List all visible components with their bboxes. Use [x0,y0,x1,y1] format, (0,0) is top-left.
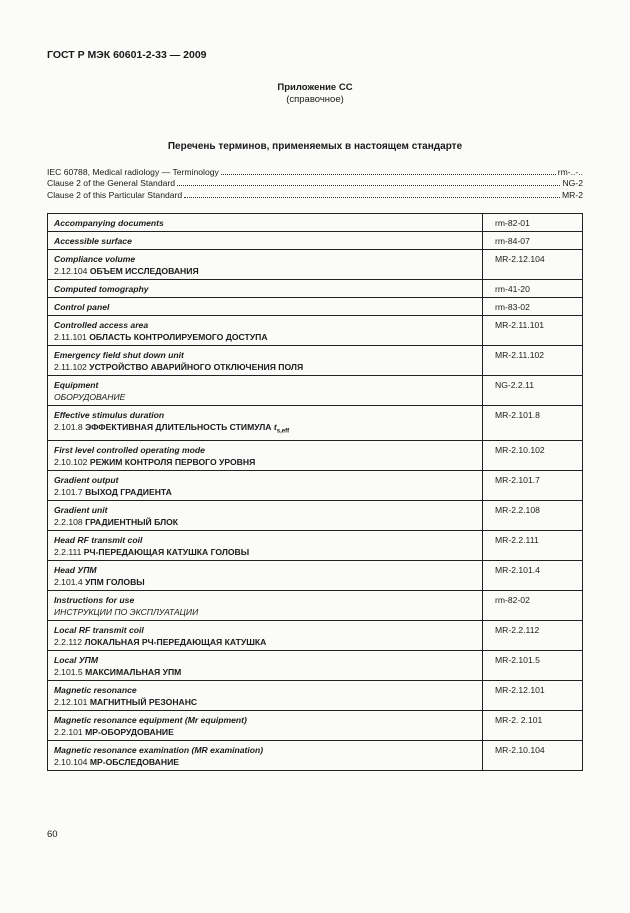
term-reference: MR-2.11.101 [483,316,583,346]
term-russian: УПМ ГОЛОВЫ [85,576,145,587]
term-english: Local УПМ [54,654,98,665]
term-russian: МАКСИМАЛЬНАЯ УПМ [85,666,182,677]
term-reference: MR-2.101.8 [483,406,583,441]
term-russian-line [54,265,477,277]
term-russian-line [54,331,477,343]
clause-number: 2.10.104 [54,756,88,767]
term-russian: ГРАДИЕНТНЫЙ БЛОК [85,516,179,527]
term-reference: MR-2.101.5 [483,650,583,680]
term-row [48,740,583,770]
term-cell [48,232,483,250]
clause-number: 2.12.104 [54,266,88,276]
term-row [48,680,583,710]
annex-title: Приложение СС [277,82,353,93]
term-cell [48,620,483,650]
term-cell [48,406,483,441]
term-reference: MR-2.2.111 [483,530,583,560]
term-english: Magnetic resonance [54,684,137,695]
term-reference: MR-2.11.102 [483,346,583,376]
term-row [48,376,583,406]
reference-code: MR-2 [561,189,583,200]
term-russian: ЛОКАЛЬНАЯ РЧ-ПЕРЕДАЮЩАЯ КАТУШКА [84,636,267,647]
terms-table [47,213,583,771]
clause-number: 2.11.101 [54,332,87,342]
term-english: Emergency field shut down unit [54,350,184,360]
term-row [48,440,583,470]
clause-number: 2.2.112 [54,636,83,647]
symbol-subscript: s,eff [276,428,290,435]
term-english: Computed tomography [54,284,149,294]
document-header: ГОСТ Р МЭК 60601-2-33 — 2009 [47,49,207,61]
leader-dots [184,197,560,198]
term-row [48,710,583,740]
leader-dots [177,185,560,186]
document-title: Перечень терминов, применяемых в настоящем стандарте [167,141,463,152]
term-cell [48,316,483,346]
clause-number: 2.2.111 [54,546,82,557]
term-cell [48,650,483,680]
term-english: Local RF transmit coil [54,624,144,635]
term-reference: MR-2. 2.101 [483,710,583,740]
term-cell [48,214,483,232]
term-english: Magnetic resonance examination (MR examination) [54,744,264,755]
term-cell [48,590,483,620]
reference-code: rm-..-.. [557,167,583,177]
term-russian: РЕЖИМ КОНТРОЛЯ ПЕРВОГО УРОВНЯ [89,456,256,467]
term-english: Compliance volume [54,254,136,264]
clause-number: 2.2.108 [54,516,83,527]
term-english: Magnetic resonance equipment (Mr equipment) [54,714,247,725]
term-row [48,530,583,560]
term-reference: NG-2.2.11 [483,376,583,406]
term-row [48,214,583,232]
term-reference: rm-83-02 [483,298,583,316]
term-row [48,298,583,316]
term-english: Gradient output [54,474,119,485]
term-russian: МР-ОБСЛЕДОВАНИЕ [89,756,180,767]
term-cell [48,346,483,376]
page-number: 60 [47,829,58,840]
term-russian: ОБОРУДОВАНИЕ [54,392,126,402]
term-row [48,316,583,346]
term-row [48,406,583,441]
term-cell [48,560,483,590]
term-reference: MR-2.101.7 [483,470,583,500]
term-english: Effective stimulus duration [54,410,165,420]
term-russian-line [54,726,477,738]
term-russian: МАГНИТНЫЙ РЕЗОНАНС [89,696,198,707]
term-english: Head RF transmit coil [54,534,143,545]
term-reference: rm-82-01 [483,214,583,232]
term-english: Accessible surface [54,236,132,246]
term-reference: MR-2.101.4 [483,560,583,590]
term-russian-line [54,666,477,678]
term-reference: MR-2.2.112 [483,620,583,650]
term-russian: ИНСТРУКЦИИ ПО ЭКСПЛУАТАЦИИ [54,606,199,617]
term-cell [48,280,483,298]
term-russian-line [54,696,477,708]
term-cell [48,250,483,280]
term-cell [48,470,483,500]
term-cell [48,710,483,740]
term-reference: rm-84-07 [483,232,583,250]
reference-label: Clause 2 of the General Standard [47,178,176,189]
term-cell [48,440,483,470]
term-cell [48,298,483,316]
reference-item [47,167,583,178]
symbol-letter: t [273,422,277,432]
term-row [48,470,583,500]
annex-subtitle: (справочное) [286,94,344,105]
clause-number: 2.2.101 [54,726,83,737]
term-english: Controlled access area [54,320,149,330]
term-russian: ОБЛАСТЬ КОНТРОЛИРУЕМОГО ДОСТУПА [89,332,268,342]
clause-number: 2.101.7 [54,486,83,497]
term-cell [48,680,483,710]
term-russian: ОБЪЕМ ИССЛЕДОВАНИЯ [89,266,199,276]
term-row [48,560,583,590]
term-russian-line [54,756,477,768]
term-russian-line [54,421,477,438]
clause-number: 2.12.101 [54,696,88,707]
term-row [48,250,583,280]
term-symbol [273,422,290,435]
term-english: Equipment [54,380,99,390]
term-english: Control panel [54,302,110,312]
term-reference: MR-2.10.102 [483,440,583,470]
reference-item [47,190,583,201]
term-row [48,500,583,530]
term-cell [48,376,483,406]
term-reference: MR-2.2.108 [483,500,583,530]
term-cell [48,500,483,530]
term-english: Instructions for use [54,594,135,605]
annex-heading [0,82,630,106]
reference-item [47,178,583,189]
term-reference: rm-82-02 [483,590,583,620]
term-row [48,232,583,250]
clause-number: 2.10.102 [54,456,88,467]
clause-number: 2.101.5 [54,666,83,677]
term-russian-line [54,636,477,648]
term-russian-line [54,486,477,498]
term-reference: MR-2.12.101 [483,680,583,710]
leader-dots [221,174,556,175]
clause-number: 2.11.102 [54,362,87,372]
term-russian: РЧ-ПЕРЕДАЮЩАЯ КАТУШКА ГОЛОВЫ [83,546,250,557]
clause-number: 2.101.4 [54,576,83,587]
term-cell [48,530,483,560]
term-cell [48,740,483,770]
term-russian-line [54,546,477,558]
term-english: Head УПМ [54,564,97,575]
term-russian-line [54,516,477,528]
term-reference: MR-2.10.104 [483,740,583,770]
term-reference: rm-41-20 [483,280,583,298]
term-row [48,650,583,680]
term-russian: ЭФФЕКТИВНАЯ ДЛИТЕЛЬНОСТЬ СТИМУЛА [85,422,272,432]
term-russian: МР-ОБОРУДОВАНИЕ [85,726,174,737]
term-russian: УСТРОЙСТВО АВАРИЙНОГО ОТКЛЮЧЕНИЯ ПОЛЯ [89,362,304,372]
term-row [48,346,583,376]
term-russian-line [54,361,477,373]
term-row [48,620,583,650]
term-english: Gradient unit [54,504,108,515]
reference-code: NG-2 [562,178,583,189]
reference-label: Clause 2 of this Particular Standard [47,189,183,200]
term-english: Accompanying documents [54,218,164,228]
term-english: First level controlled operating mode [54,444,205,455]
term-russian: ВЫХОД ГРАДИЕНТА [85,486,172,497]
term-russian-line [54,576,477,588]
term-row [48,280,583,298]
term-russian-line [54,456,477,468]
reference-list [47,167,583,201]
clause-number: 2.101.8 [54,422,83,432]
term-reference: MR-2.12.104 [483,250,583,280]
reference-label: IEC 60788, Medical radiology — Terminology [47,167,219,177]
term-row [48,590,583,620]
